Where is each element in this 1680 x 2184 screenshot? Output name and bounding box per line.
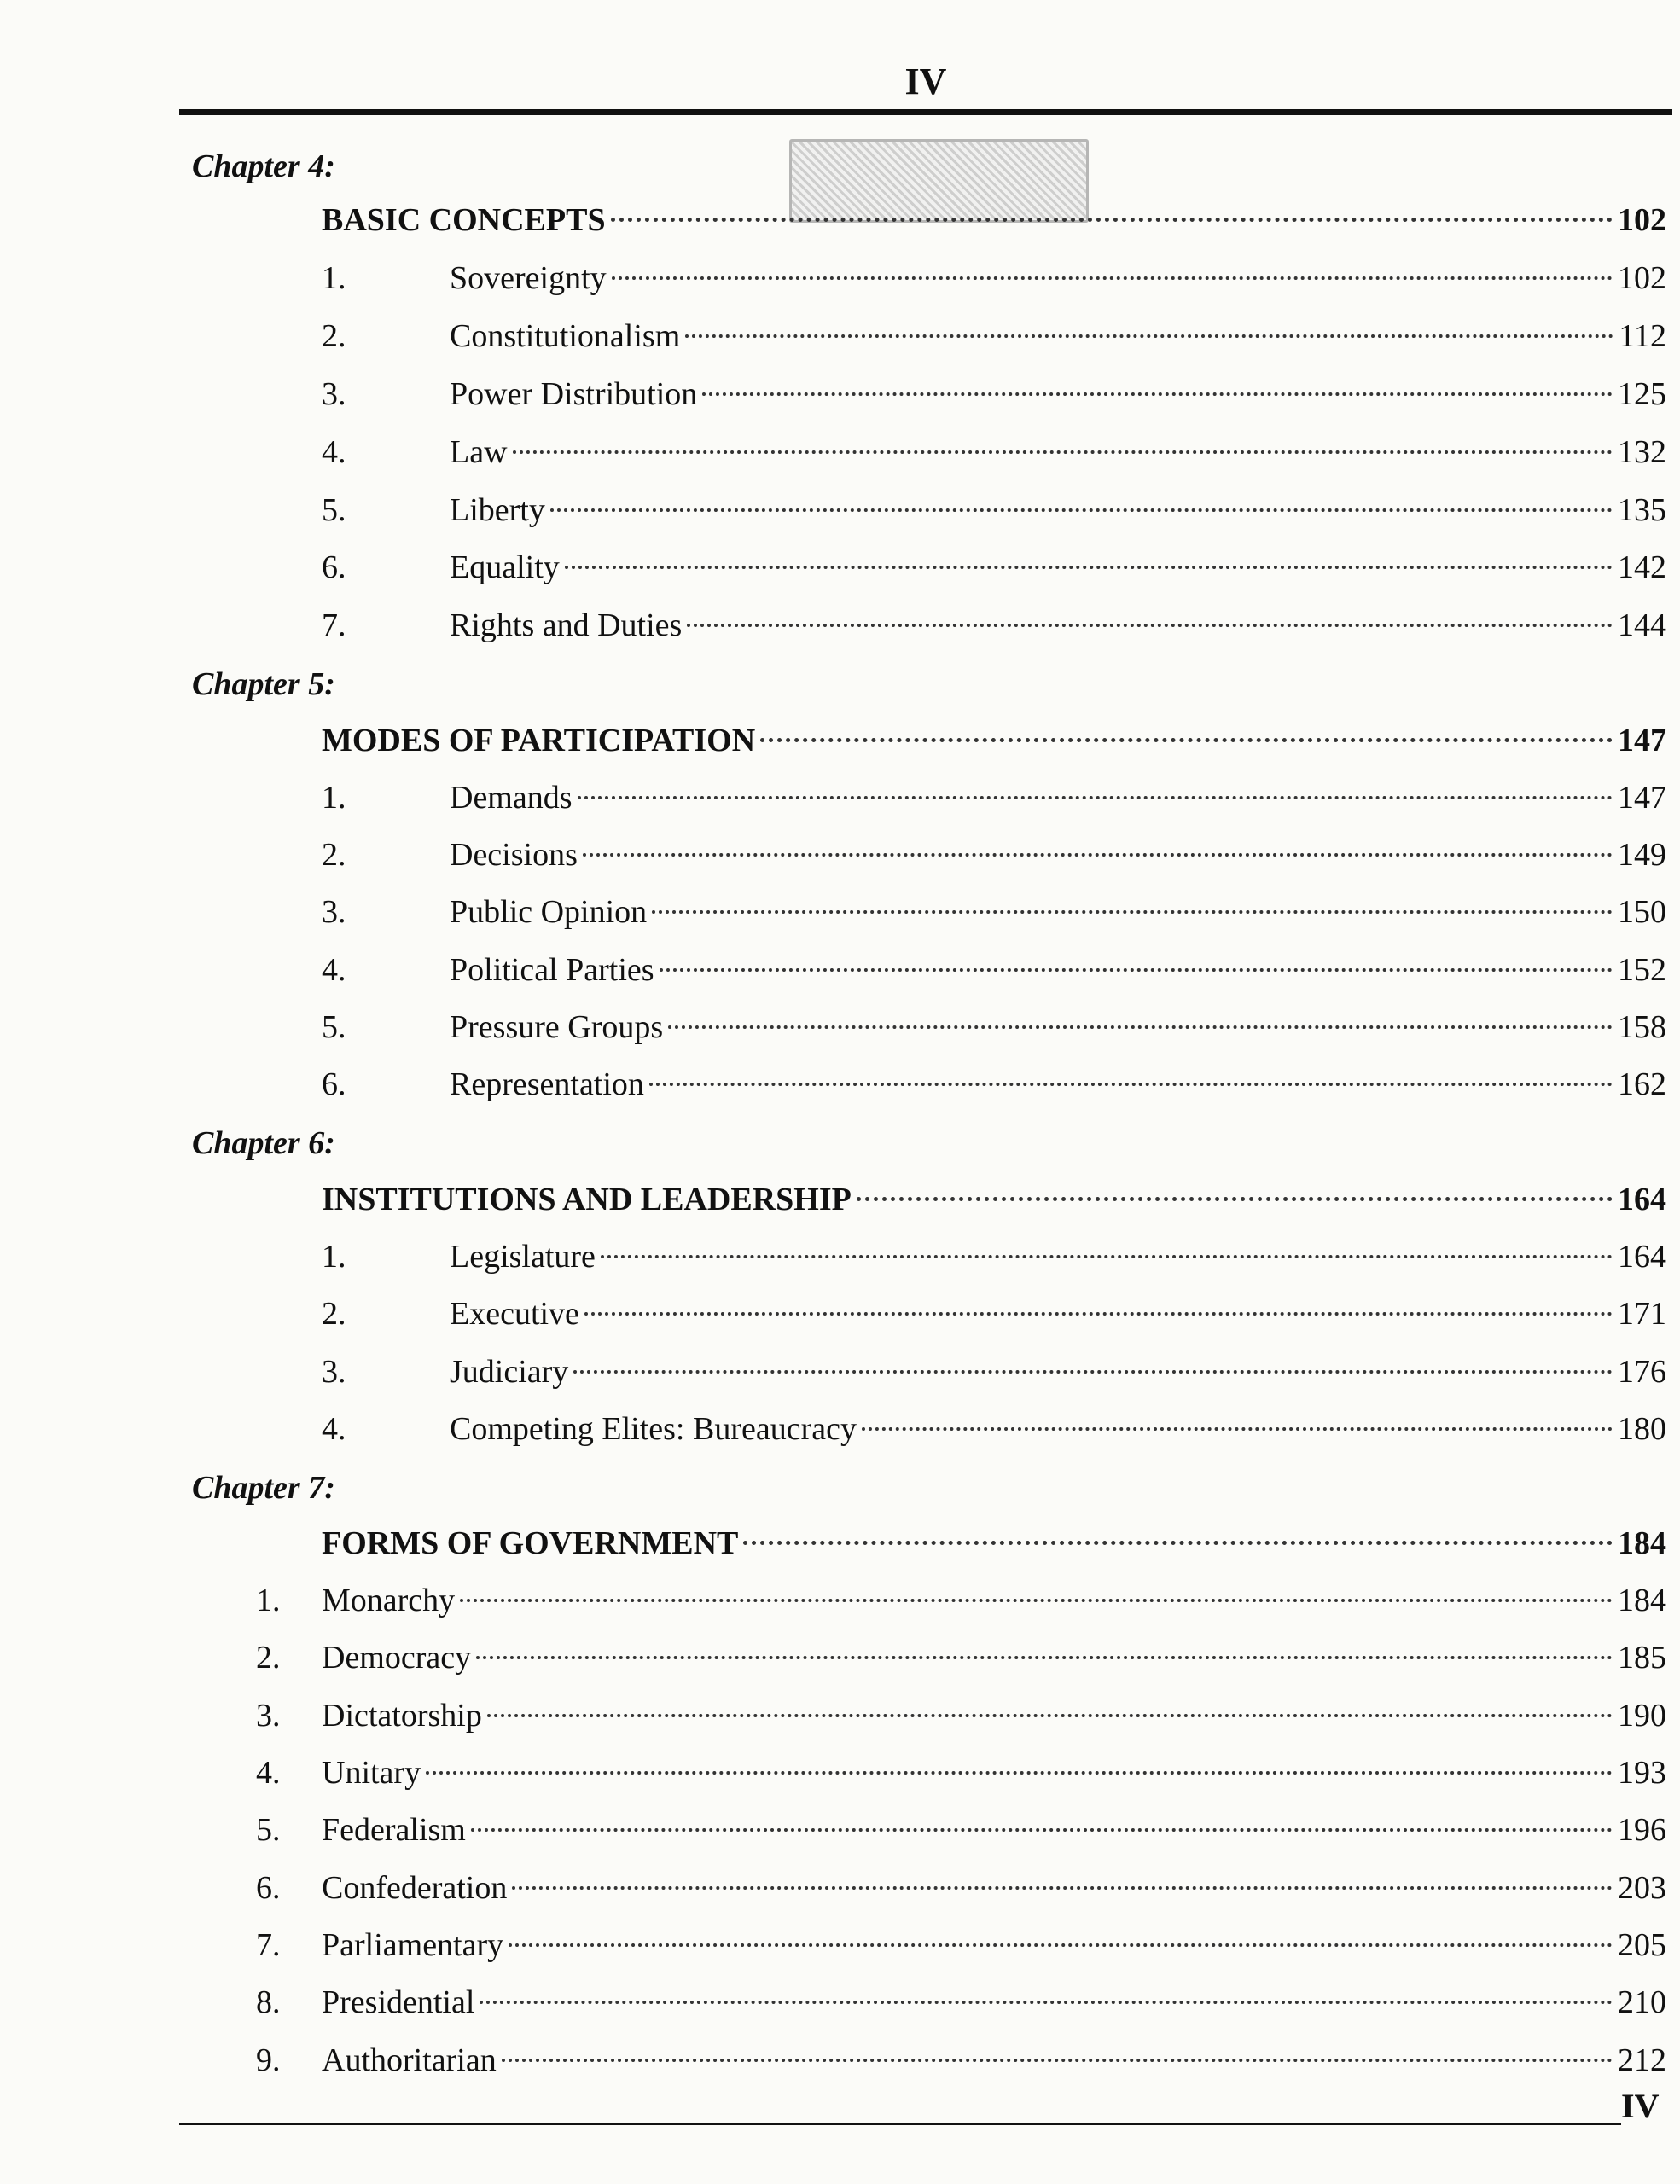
entry-number: 5. — [322, 492, 346, 528]
dot-leader — [502, 2059, 1613, 2062]
chapter-main-entry[interactable] — [322, 717, 1666, 764]
entry-title: Parliamentary — [322, 1927, 504, 1963]
toc-entry[interactable] — [322, 1060, 1666, 1108]
dot-leader — [743, 1541, 1613, 1545]
dot-leader — [649, 1083, 1613, 1086]
page-footer-roman: IV — [1621, 2087, 1660, 2125]
toc-entry[interactable] — [256, 1577, 1666, 1624]
dot-leader — [476, 1656, 1613, 1659]
entry-title: Federalism — [322, 1812, 466, 1848]
entry-number: 8. — [256, 1984, 281, 2020]
dot-leader — [480, 2001, 1613, 2004]
toc-entry[interactable] — [322, 1233, 1666, 1281]
toc-entry[interactable] — [256, 1921, 1666, 1969]
entry-page: 149 — [1618, 837, 1666, 873]
toc-entry[interactable] — [256, 1806, 1666, 1854]
dot-leader — [426, 1771, 1613, 1774]
dot-leader — [512, 1886, 1613, 1890]
entry-number: 5. — [322, 1009, 346, 1045]
entry-title: Pressure Groups — [450, 1009, 664, 1045]
entry-title: INSTITUTIONS AND LEADERSHIP — [322, 1182, 852, 1217]
dot-leader — [601, 1255, 1613, 1258]
chapter-main-entry[interactable] — [322, 1519, 1666, 1567]
entry-title: Democracy — [322, 1640, 472, 1676]
entry-title: Political Parties — [450, 952, 654, 988]
toc-entry[interactable] — [322, 1290, 1666, 1338]
bottom-rule — [179, 2123, 1621, 2125]
dot-leader — [687, 624, 1613, 627]
entry-title: Authoritarian — [322, 2042, 497, 2078]
dot-leader — [702, 392, 1613, 396]
chapter-label: Chapter 7: — [192, 1470, 335, 1506]
entry-page: 205 — [1618, 1927, 1666, 1963]
entry-number: 6. — [256, 1870, 281, 1906]
entry-title: Rights and Duties — [450, 607, 683, 643]
entry-title: Judiciary — [450, 1354, 569, 1390]
entry-page: 184 — [1618, 1525, 1666, 1561]
entry-title: FORMS OF GOVERNMENT — [322, 1525, 739, 1561]
entry-title: Monarchy — [322, 1583, 456, 1618]
entry-number: 1. — [322, 1239, 346, 1275]
dot-leader — [660, 968, 1613, 972]
entry-page: 112 — [1619, 318, 1666, 354]
dot-leader — [578, 796, 1613, 799]
entry-page: 125 — [1618, 376, 1666, 412]
entry-title: Sovereignty — [450, 260, 607, 296]
entry-title: Equality — [450, 549, 560, 585]
entry-page: 176 — [1618, 1354, 1666, 1390]
entry-page: 147 — [1618, 723, 1666, 758]
entry-page: 190 — [1618, 1698, 1666, 1734]
toc-entry[interactable] — [322, 888, 1666, 936]
entry-number: 3. — [322, 376, 346, 412]
entry-page: 164 — [1618, 1239, 1666, 1275]
entry-number: 2. — [322, 318, 346, 354]
entry-page: 184 — [1618, 1583, 1666, 1618]
toc-entry[interactable] — [256, 1749, 1666, 1797]
page-header-roman: IV — [904, 61, 947, 102]
entry-page: 193 — [1618, 1755, 1666, 1791]
dot-leader — [565, 566, 1613, 569]
dot-leader — [862, 1427, 1613, 1431]
entry-title: Representation — [450, 1066, 644, 1102]
entry-number: 1. — [322, 260, 346, 296]
chapter-main-entry[interactable] — [322, 1176, 1666, 1223]
entry-number: 4. — [256, 1755, 281, 1791]
entry-title: Liberty — [450, 492, 545, 528]
toc-entry[interactable] — [322, 486, 1666, 534]
dot-leader — [471, 1828, 1613, 1832]
toc-entry[interactable] — [322, 1003, 1666, 1051]
toc-entry[interactable] — [256, 1864, 1666, 1912]
toc-entry[interactable] — [256, 1634, 1666, 1682]
entry-page: 162 — [1618, 1066, 1666, 1102]
dot-leader — [550, 508, 1613, 512]
entry-number: 9. — [256, 2042, 281, 2078]
dot-leader — [760, 738, 1613, 742]
toc-entry[interactable] — [322, 312, 1666, 360]
dot-leader — [612, 276, 1613, 280]
entry-title: Legislature — [450, 1239, 596, 1275]
entry-number: 3. — [256, 1698, 281, 1734]
entry-number: 6. — [322, 1066, 346, 1102]
entry-page: 210 — [1618, 1984, 1666, 2020]
entry-page: 142 — [1618, 549, 1666, 585]
entry-page: 158 — [1618, 1009, 1666, 1045]
entry-number: 7. — [256, 1927, 281, 1963]
entry-title: Unitary — [322, 1755, 421, 1791]
entry-title: Dictatorship — [322, 1698, 482, 1734]
entry-page: 147 — [1618, 780, 1666, 816]
toc-entry[interactable] — [256, 2036, 1666, 2084]
chapter-label: Chapter 4: — [192, 148, 335, 184]
dot-leader — [668, 1025, 1613, 1029]
toc-entry[interactable] — [322, 370, 1666, 418]
dot-leader — [611, 218, 1613, 222]
toc-entry[interactable] — [322, 543, 1666, 591]
entry-page: 185 — [1618, 1640, 1666, 1676]
dot-leader — [685, 334, 1613, 338]
dot-leader — [584, 1312, 1613, 1316]
entry-number: 4. — [322, 434, 346, 470]
entry-title: Executive — [450, 1296, 579, 1332]
toc-entry[interactable] — [322, 601, 1666, 649]
entry-title: Presidential — [322, 1984, 475, 2020]
entry-page: 150 — [1618, 894, 1666, 930]
entry-number: 4. — [322, 1411, 346, 1447]
entry-page: 203 — [1618, 1870, 1666, 1906]
entry-number: 7. — [322, 607, 346, 643]
toc-entry[interactable] — [322, 1405, 1666, 1453]
entry-page: 135 — [1618, 492, 1666, 528]
entry-number: 2. — [322, 1296, 346, 1332]
entry-page: 144 — [1618, 607, 1666, 643]
toc-entry[interactable] — [322, 831, 1666, 879]
toc-entry[interactable] — [322, 946, 1666, 994]
entry-title: Constitutionalism — [450, 318, 681, 354]
entry-number: 2. — [256, 1640, 281, 1676]
entry-page: 102 — [1618, 260, 1666, 296]
entry-page: 171 — [1618, 1296, 1666, 1332]
entry-number: 1. — [322, 780, 346, 816]
dot-leader — [652, 910, 1613, 914]
entry-number: 2. — [322, 837, 346, 873]
entry-title: BASIC CONCEPTS — [322, 202, 606, 238]
entry-page: 196 — [1618, 1812, 1666, 1848]
entry-title: Competing Elites: Bureaucracy — [450, 1411, 857, 1447]
dot-leader — [460, 1599, 1613, 1602]
toc-entry[interactable] — [256, 1978, 1666, 2026]
entry-title: Public Opinion — [450, 894, 648, 930]
entry-page: 102 — [1618, 202, 1666, 238]
toc-entry[interactable] — [322, 254, 1666, 302]
dot-leader — [583, 853, 1613, 857]
entry-page: 132 — [1618, 434, 1666, 470]
entry-title: Decisions — [450, 837, 578, 873]
entry-page: 180 — [1618, 1411, 1666, 1447]
dot-leader — [573, 1370, 1613, 1374]
entry-title: MODES OF PARTICIPATION — [322, 723, 756, 758]
dot-leader — [487, 1714, 1613, 1717]
dot-leader — [509, 1943, 1613, 1947]
dot-leader — [513, 450, 1613, 454]
chapter-main-entry[interactable] — [322, 196, 1666, 244]
chapter-label: Chapter 5: — [192, 666, 335, 702]
entry-title: Power Distribution — [450, 376, 698, 412]
entry-title: Confederation — [322, 1870, 508, 1906]
dot-leader — [857, 1197, 1613, 1201]
entry-number: 3. — [322, 894, 346, 930]
entry-page: 164 — [1618, 1182, 1666, 1217]
entry-page: 152 — [1618, 952, 1666, 988]
toc-entry[interactable] — [322, 428, 1666, 476]
entry-title: Law — [450, 434, 508, 470]
entry-number: 5. — [256, 1812, 281, 1848]
toc-entry[interactable] — [322, 1348, 1666, 1396]
entry-page: 212 — [1618, 2042, 1666, 2078]
entry-number: 4. — [322, 952, 346, 988]
entry-number: 6. — [322, 549, 346, 585]
toc-entry[interactable] — [322, 774, 1666, 822]
entry-title: Demands — [450, 780, 573, 816]
entry-number: 1. — [256, 1583, 281, 1618]
chapter-label: Chapter 6: — [192, 1125, 335, 1161]
toc-entry[interactable] — [256, 1692, 1666, 1740]
entry-number: 3. — [322, 1354, 346, 1390]
